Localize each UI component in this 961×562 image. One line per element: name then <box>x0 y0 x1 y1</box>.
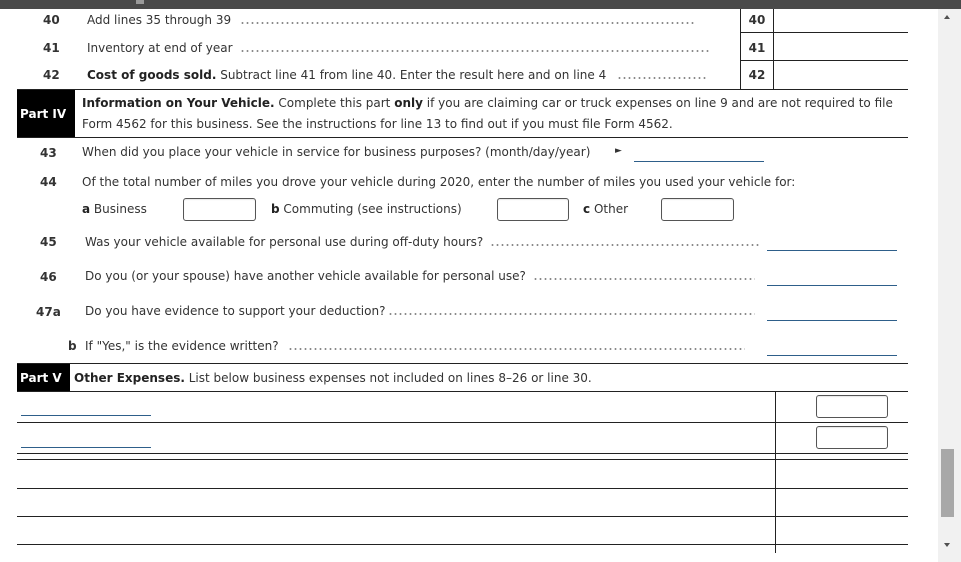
part-5-badge: Part V <box>17 364 70 391</box>
expense-row-1-amount-input[interactable] <box>816 395 888 418</box>
line-44a-letter: a <box>82 202 91 216</box>
part-5-description <box>74 371 592 385</box>
line-44b-label <box>271 202 462 216</box>
line-42-number: 42 <box>43 68 60 82</box>
line-45-label: Was your vehicle available for personal use during off-duty hours? <box>85 235 484 249</box>
line-42-ref: 42 <box>748 68 766 82</box>
expense-row-1-description[interactable] <box>21 415 151 416</box>
part-5-top-rule <box>17 363 908 364</box>
line-44-label: Of the total number of miles you drove your vehicle during 2020, enter the number of miles you used your vehicle for: <box>82 175 796 189</box>
scrollbar-thumb[interactable] <box>941 449 954 517</box>
line-40-label: Add lines 35 through 39 <box>87 13 232 27</box>
line-43-date-field[interactable] <box>634 161 764 162</box>
line-44c-text: Other <box>590 202 629 216</box>
line-46-answer-field[interactable] <box>767 285 897 286</box>
expense-row-3-top-divider <box>17 459 908 460</box>
line-41-ref: 41 <box>748 41 766 55</box>
window-top-bar <box>0 0 961 9</box>
line-43-label: When did you place your vehicle in service for business purposes? (month/day/year) <box>82 145 591 159</box>
line-47a-leader-dots <box>388 311 755 317</box>
scroll-up-arrow-icon[interactable] <box>944 15 950 19</box>
expense-table-column-divider <box>775 391 776 553</box>
line-42-label-bold: Cost of goods sold. <box>87 68 217 82</box>
line-40-leader-dots <box>240 20 696 26</box>
expense-row-2-amount-input[interactable] <box>816 426 888 449</box>
line-40-ref: 40 <box>748 13 766 27</box>
expense-row-3-divider <box>17 488 908 489</box>
line-41-leader-dots <box>240 48 710 54</box>
line-43-arrow-icon: ► <box>615 146 622 156</box>
line-45-number: 45 <box>40 235 57 249</box>
line-44a-text: Business <box>90 202 147 216</box>
part-4-top-rule <box>17 89 908 90</box>
line-40-number: 40 <box>43 13 60 27</box>
line-44b-text: Commuting (see instructions) <box>279 202 462 216</box>
part-4-desc-1b: if you are claiming car or truck expenses on line 9 and are not required to file <box>422 96 893 110</box>
part-4-description-line-2: Form 4562 for this business. See the instructions for line 13 to find out if you must file Form 4562. <box>82 117 673 131</box>
scroll-down-arrow-icon[interactable] <box>944 543 950 547</box>
line-42-label <box>87 68 606 82</box>
expense-row-4-divider <box>17 516 908 517</box>
part-4-desc-only: only <box>394 96 423 110</box>
part-5-title: Other Expenses. <box>74 371 185 385</box>
line-44-number: 44 <box>40 175 57 189</box>
line-44c-label <box>583 202 628 216</box>
line-46-number: 46 <box>40 270 57 284</box>
line-40-amount-field[interactable] <box>774 9 908 32</box>
line-47b-label: If "Yes," is the evidence written? <box>85 339 279 353</box>
commuting-miles-input[interactable] <box>497 198 569 221</box>
line-42-amount-field[interactable] <box>774 61 908 89</box>
line-41-number: 41 <box>43 41 60 55</box>
line-44a-label <box>82 202 147 216</box>
other-miles-input[interactable] <box>661 198 734 221</box>
part-4-title: Information on Your Vehicle. <box>82 96 275 110</box>
line-47b-leader-dots <box>288 346 745 352</box>
line-46-label: Do you (or your spouse) have another vehicle available for personal use? <box>85 269 526 283</box>
top-bar-tab <box>136 0 144 4</box>
line-42-leader-dots <box>617 75 707 81</box>
expense-row-2-description[interactable] <box>21 447 151 448</box>
line-44c-letter: c <box>583 202 591 216</box>
line-45-answer-field[interactable] <box>767 250 897 251</box>
part-5-desc: List below business expenses not included on lines 8–26 or line 30. <box>184 371 592 385</box>
expense-row-2-divider <box>17 453 908 454</box>
line-47a-answer-field[interactable] <box>767 320 897 321</box>
business-miles-input[interactable] <box>183 198 256 221</box>
part-4-badge: Part IV <box>17 90 75 137</box>
vertical-scrollbar[interactable] <box>938 9 961 562</box>
line-45-leader-dots <box>490 242 760 248</box>
line-41-label: Inventory at end of year <box>87 41 233 55</box>
line-46-leader-dots <box>533 276 755 282</box>
part-4-desc-1a: Complete this part <box>274 96 395 110</box>
line-47b-answer-field[interactable] <box>767 355 897 356</box>
line-44b-letter: b <box>271 202 280 216</box>
line-41-amount-field[interactable] <box>774 33 908 60</box>
part-4-bottom-rule <box>17 137 908 138</box>
line-43-number: 43 <box>40 146 57 160</box>
line-47b-number: b <box>68 339 77 353</box>
expense-row-5-divider <box>17 544 908 545</box>
part-4-description-line-1 <box>82 96 893 110</box>
line-47a-number: 47a <box>36 305 61 319</box>
line-47a-label: Do you have evidence to support your deduction? <box>85 304 386 318</box>
expense-row-1-divider <box>17 422 908 423</box>
line-42-label-rest: Subtract line 41 from line 40. Enter the result here and on line 4 <box>216 68 607 82</box>
